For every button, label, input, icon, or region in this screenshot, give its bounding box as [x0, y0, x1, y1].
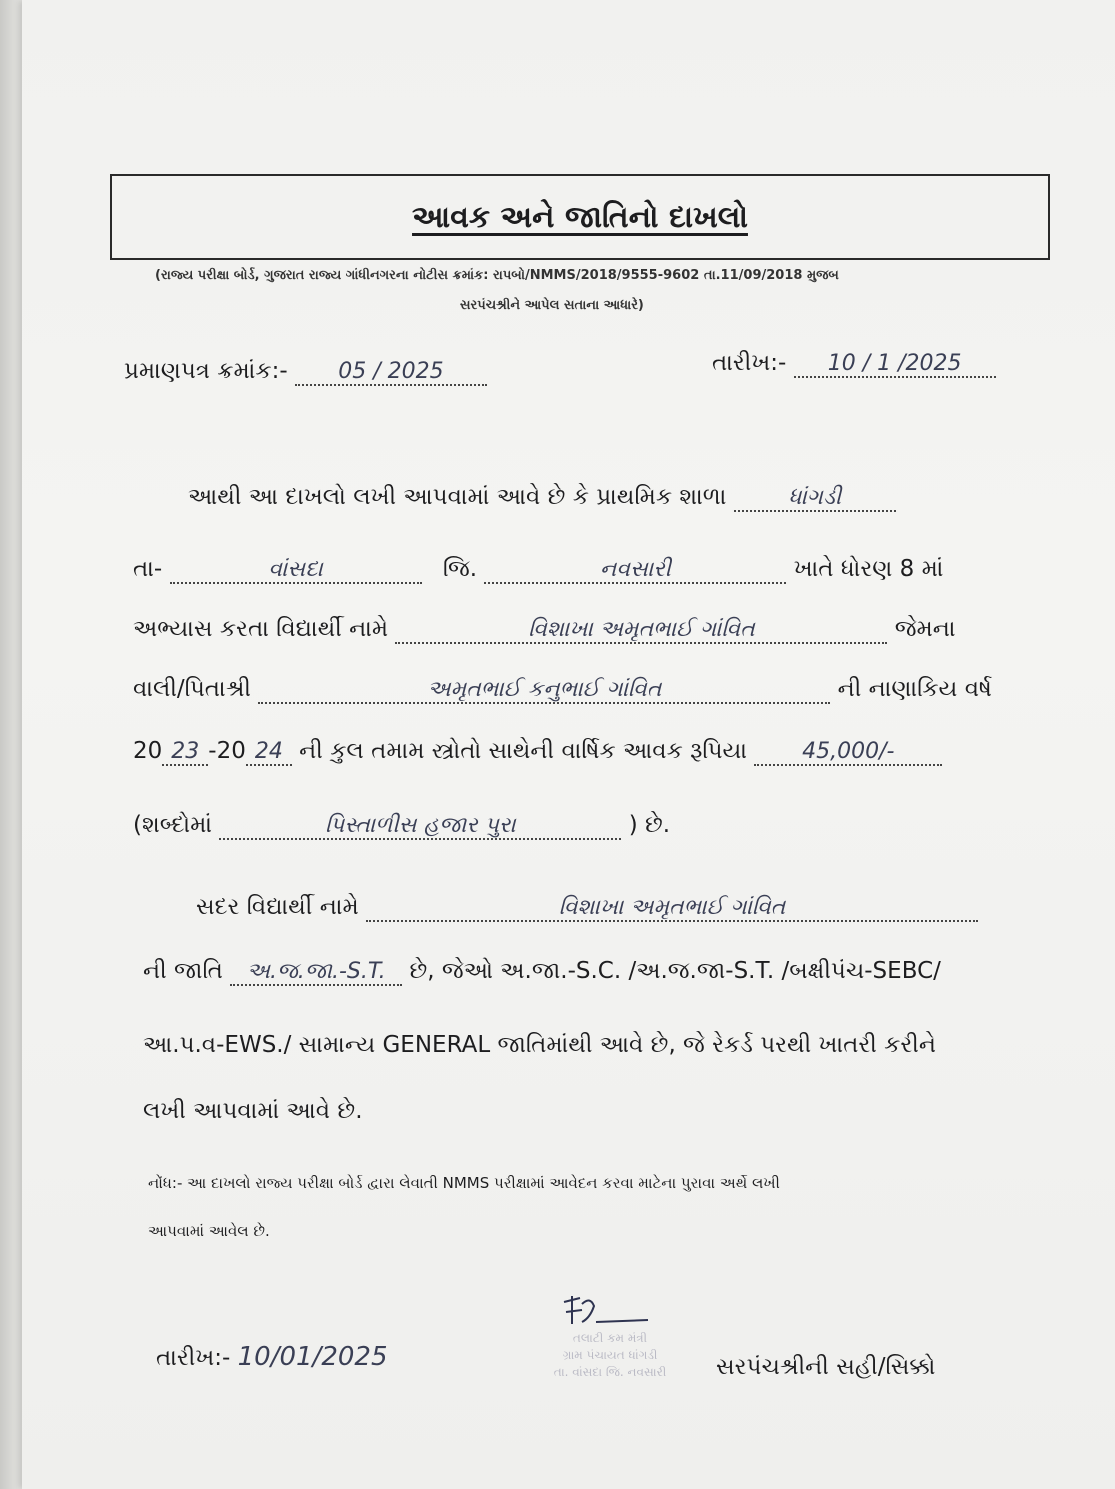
- financial-year-label: ની નાણાકિય વર્ષ: [837, 676, 992, 702]
- caste-line-3: લખી આપવામાં આવે છે.: [143, 1098, 363, 1124]
- jemna-text: જેમના: [894, 616, 956, 642]
- words-end: ) છે.: [628, 812, 671, 838]
- certificate-number-value: 05 / 2025: [295, 359, 487, 386]
- reference-line-2: સરપંચશ્રીને આપેલ સતાના આધારે): [460, 298, 644, 313]
- certificate-number-label: પ્રમાણપત્ર ક્રમાંક:-: [124, 358, 288, 384]
- income-value: 45,000/-: [754, 739, 942, 766]
- certificate-number-row: [124, 358, 487, 386]
- intro-text: આથી આ દાખલો લખી આપવામાં આવે છે કે પ્રાથમિક શાળા: [188, 484, 727, 510]
- income-words-value: પિસ્તાળીસ હજાર પુરા: [219, 813, 621, 840]
- footer-date-row: [156, 1342, 387, 1372]
- student-label: અભ્યાસ કરતા વિદ્યાર્થી નામે: [133, 616, 389, 642]
- district-label: જિ.: [442, 556, 478, 582]
- reference-line-1: (રાજ્ય પરીક્ષા બોર્ડ, ગુજરાત રાજ્ય ગાંધીનગરના નોટીસ ક્રમાંક: રાપબો/NMMS/2018/9555-9602 તા.11/09/2018 મુજબ: [155, 268, 839, 283]
- year-prefix-2: -20: [208, 738, 246, 764]
- caste-options: છે, જેઓ અ.જા.-S.C. /અ.જ.જા-S.T. /બક્ષીપંચ-SEBC/: [409, 958, 941, 984]
- certificate-date-label: તારીખ:-: [712, 350, 787, 376]
- student-line: [133, 616, 956, 644]
- official-stamp: [520, 1330, 700, 1381]
- stamp-line-3: તા. વાંસદા જિ. નવસારી: [553, 1365, 667, 1379]
- father-line: [133, 676, 992, 704]
- words-label: (શબ્દોમાં: [133, 812, 213, 838]
- stamp-line-1: તલાટી કમ મંત્રી: [572, 1331, 648, 1345]
- caste-student-label: સદર વિદ્યાર્થી નામે: [196, 894, 359, 920]
- stamp-line-2: ગ્રામ પંચાયત ધાંગડી: [562, 1348, 658, 1362]
- caste-prefix: ની જાતિ: [143, 958, 223, 984]
- caste-student-line: [196, 894, 978, 922]
- taluka-line: [133, 556, 943, 584]
- year-start: 23: [162, 739, 208, 766]
- note-line-2: આપવામાં આવેલ છે.: [148, 1222, 270, 1240]
- certificate-date-row: [712, 350, 996, 378]
- signature-label: સરપંચશ્રીની સહી/સિક્કો: [716, 1354, 936, 1380]
- signature-mark: [560, 1292, 650, 1332]
- income-words-line: [133, 812, 670, 840]
- caste-student-name: વિશાખા અમૃતભાઈ ગાંવિત: [366, 895, 978, 922]
- certificate-date-value: 10 / 1 /2025: [794, 351, 996, 378]
- year-prefix-1: 20: [133, 738, 163, 764]
- standard-text: ખાતે ધોરણ 8 માં: [793, 556, 944, 582]
- caste-line: [143, 958, 941, 986]
- income-line: [133, 738, 942, 766]
- father-name: અમૃતભાઈ કનુભાઈ ગાંવિત: [258, 677, 830, 704]
- district-value: નવસારી: [484, 557, 786, 584]
- title-box: [110, 174, 1050, 260]
- document-title: આવક અને જાતિનો દાખલો: [412, 199, 748, 235]
- caste-line-2: આ.પ.વ-EWS./ સામાન્ય GENERAL જાતિમાંથી આવે છે, જે રેકર્ડ પરથી ખાતરી કરીને: [143, 1032, 936, 1058]
- intro-line: [188, 484, 896, 512]
- student-name: વિશાખા અમૃતભાઈ ગાંવિત: [395, 617, 887, 644]
- footer-date-label: તારીખ:-: [156, 1345, 231, 1371]
- caste-value: અ.જ.જા.-S.T.: [230, 959, 402, 986]
- school-name: ધાંગડી: [734, 485, 896, 512]
- taluka-label: તા-: [133, 556, 163, 582]
- father-label: વાલી/પિતાશ્રી: [133, 676, 252, 702]
- income-text: ની કુલ તમામ સ્ત્રોતો સાથેની વાર્ષિક આવક રૂપિયા: [299, 738, 747, 764]
- footer-date-value: 10/01/2025: [237, 1342, 388, 1372]
- paper-edge: [0, 0, 22, 1489]
- note-line-1: નોંધ:- આ દાખલો રાજ્ય પરીક્ષા બોર્ડ દ્વારા લેવાતી NMMS પરીક્ષામાં આવેદન કરવા માટેના પુરાવા અર્થે લખી: [148, 1174, 780, 1192]
- year-end: 24: [246, 739, 292, 766]
- taluka-value: વાંસદા: [170, 557, 422, 584]
